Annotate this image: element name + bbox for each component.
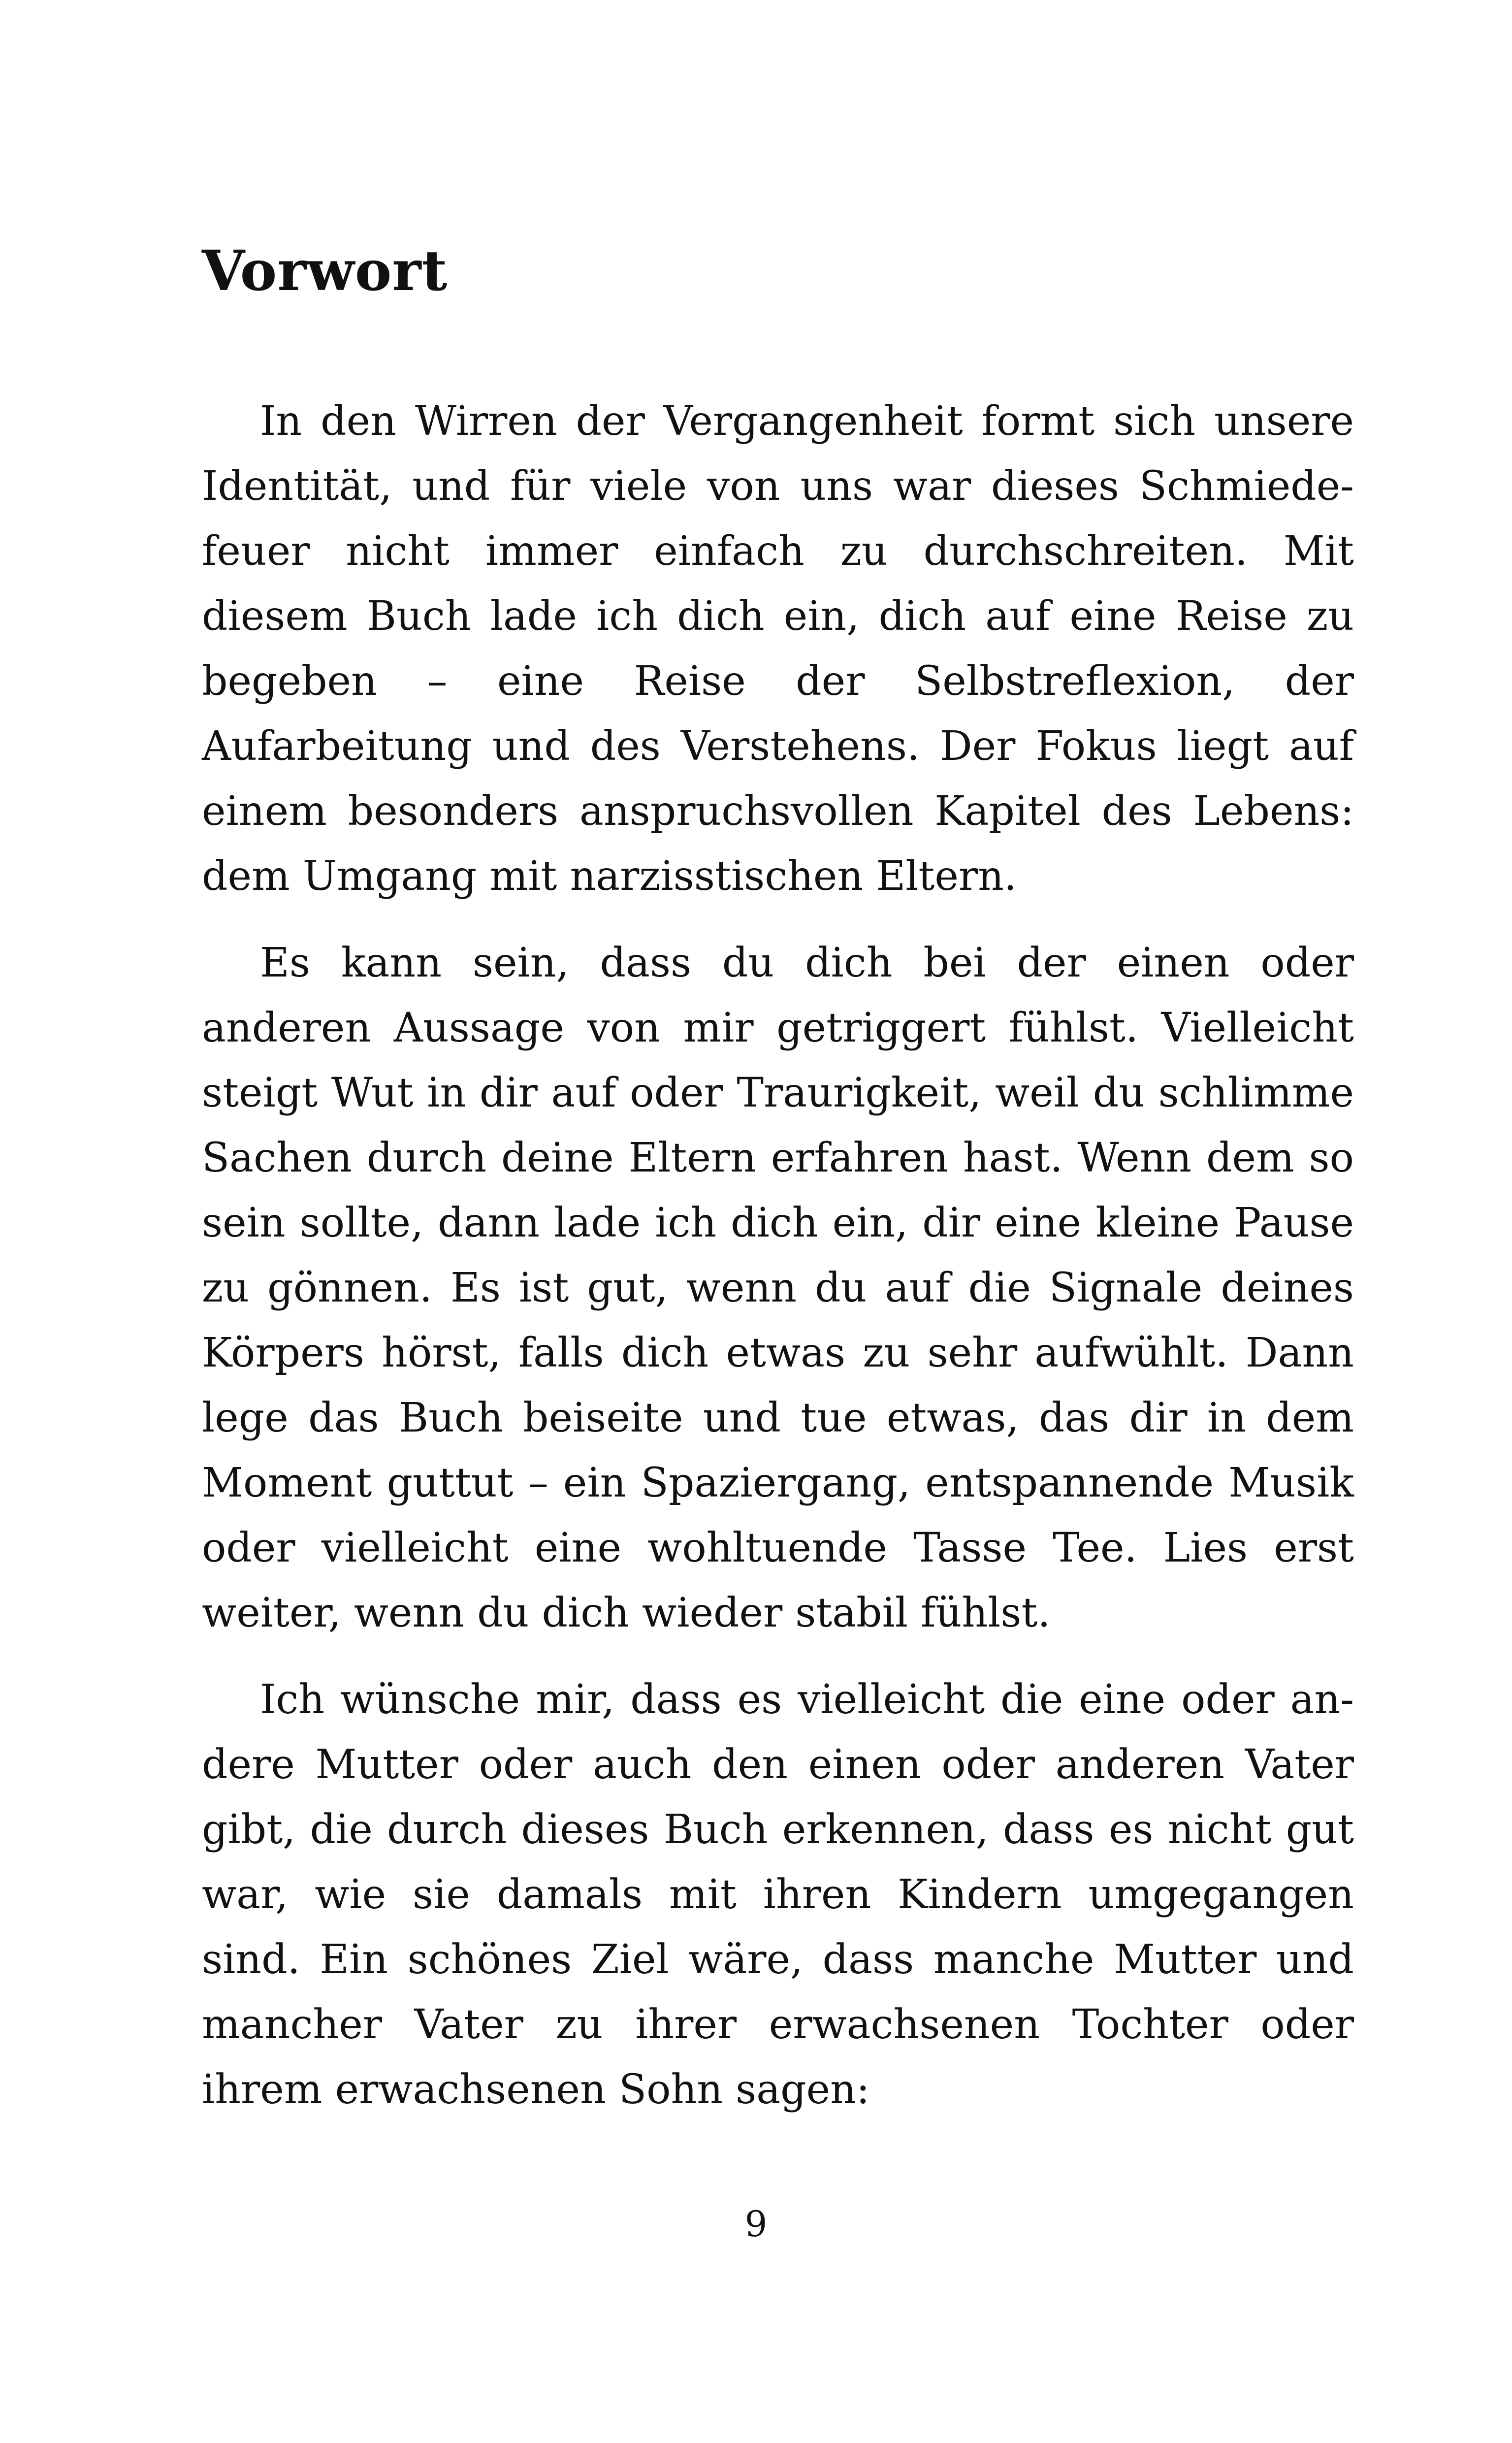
paragraph-3: Ich wünsche mir, dass es vielleicht die eine oder andere Mutter oder auch den einen oder anderen Vater gibt, die durch dieses Buch erkennen, dass es nicht gut war, wie sie damals mit ihren Kindern umgegangen sind. Ein schönes Ziel wäre, dass manche Mutter und mancher Vater zu ihrer erwachsenen Tochter oder ihrem erwachsenen Sohn sagen: bbox=[202, 1676, 1354, 2113]
page-number: 9 bbox=[744, 2203, 768, 2245]
chapter-heading: Vorwort bbox=[202, 239, 448, 303]
body-text bbox=[202, 389, 1354, 2144]
paragraph-2: Es kann sein, dass du dich bei der einen oder anderen Aussage von mir getriggert fühlst. Vielleicht steigt Wut in dir auf oder Traurigkeit, weil du schlimme Sachen durch deine Eltern erfahren hast. Wenn dem so sein sollte, dann lade ich dich ein, dir eine kleine Pause zu gönnen. Es ist gut, wenn du auf die Signale deines Körpers hörst, falls dich etwas zu sehr aufwühlt. Dann lege das Buch beiseite und tue etwas, das dir in dem Moment guttut – ein Spaziergang, entspannende Musik oder vielleicht eine wohltuende Tasse Tee. Lies erst weiter, wenn du dich wieder stabil fühlst. bbox=[202, 940, 1354, 1636]
paragraph-1: In den Wirren der Vergangenheit formt sich unsere Identität, und für viele von uns war dieses Schmiedefeuer nicht immer einfach zu durchschreiten. Mit diesem Buch lade ich dich ein, dich auf eine Reise zu begeben – eine Reise der Selbstreflexion, der Aufarbeitung und des Verstehens. Der Fokus liegt auf einem besonders anspruchsvollen Kapitel des Lebens: dem Umgang mit narzisstischen Eltern. bbox=[202, 398, 1354, 900]
